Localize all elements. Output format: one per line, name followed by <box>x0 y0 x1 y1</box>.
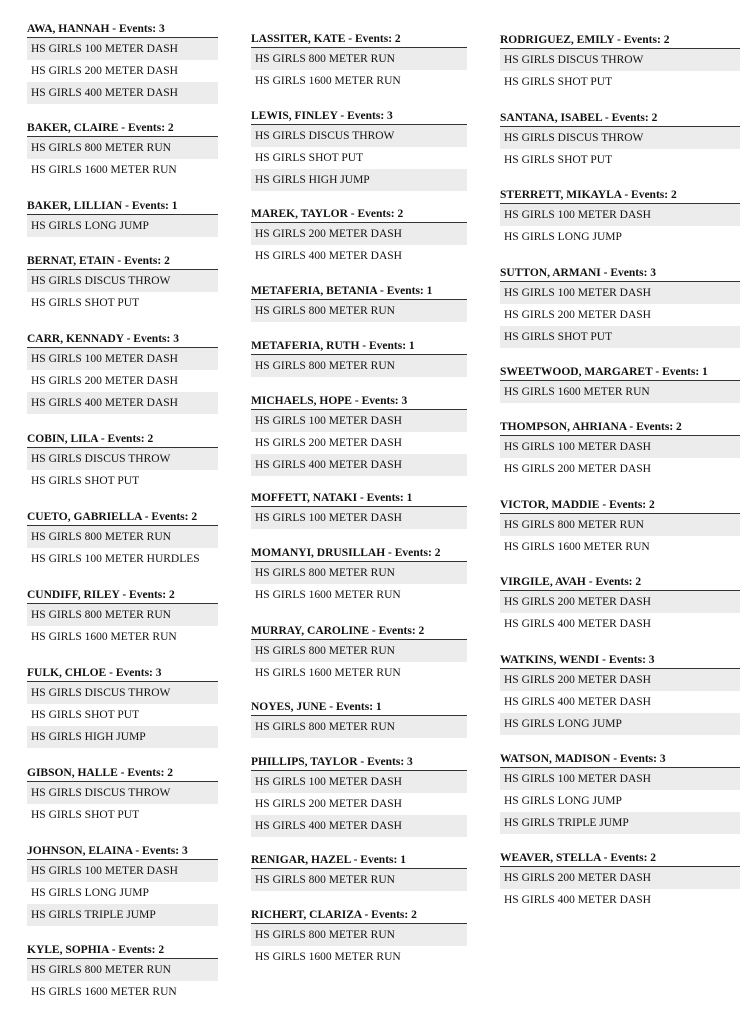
athlete-block <box>500 752 740 834</box>
athlete-block <box>27 332 218 414</box>
event-row: HS GIRLS LONG JUMP <box>504 795 622 807</box>
header-separator: - <box>626 421 637 433</box>
athlete-header <box>27 199 218 215</box>
header-separator: - <box>141 511 152 523</box>
event-list <box>500 282 740 348</box>
event-list <box>251 355 467 377</box>
event-list <box>500 867 740 911</box>
event-row: HS GIRLS 800 METER RUN <box>27 959 218 981</box>
athlete-header <box>500 420 740 436</box>
event-count: Events: 2 <box>636 421 682 433</box>
athlete-header <box>251 908 467 924</box>
event-list <box>500 127 740 171</box>
event-count: Events: 3 <box>142 845 188 857</box>
event-count: Events: 3 <box>133 333 179 345</box>
athlete-name: VIRGILE, AVAH <box>500 576 586 588</box>
event-row: HS GIRLS 100 METER DASH <box>251 507 467 529</box>
athlete-name: VICTOR, MADDIE <box>500 499 600 511</box>
athlete-block <box>500 111 740 171</box>
event-row: HS GIRLS 1600 METER RUN <box>255 75 401 87</box>
athlete-block <box>27 22 218 104</box>
event-row: HS GIRLS 800 METER RUN <box>251 300 467 322</box>
header-separator: - <box>652 366 663 378</box>
athlete-header <box>27 432 218 448</box>
athlete-header <box>500 851 740 867</box>
athlete-name: LEWIS, FINLEY <box>251 110 338 122</box>
athlete-header <box>251 284 467 300</box>
header-separator: - <box>357 756 368 768</box>
event-count: Events: 2 <box>118 944 165 956</box>
event-count: Events: 2 <box>394 547 441 559</box>
event-list <box>27 682 218 748</box>
event-count: Events: 2 <box>611 112 658 124</box>
header-separator: - <box>357 492 367 504</box>
event-list <box>27 38 218 104</box>
athlete-header <box>27 22 218 38</box>
header-separator: - <box>614 34 624 46</box>
header-separator: - <box>347 208 358 220</box>
athlete-header <box>251 624 467 640</box>
athlete-block <box>500 653 740 735</box>
event-list <box>27 137 218 181</box>
event-count: Events: 2 <box>127 767 174 779</box>
athlete-name: MAREK, TAYLOR <box>251 208 348 220</box>
event-list <box>251 300 467 322</box>
event-row: HS GIRLS 800 METER RUN <box>251 562 467 584</box>
event-row: HS GIRLS 400 METER DASH <box>504 894 651 906</box>
athlete-block <box>251 491 467 529</box>
event-count: Events: 2 <box>151 511 198 523</box>
header-separator: - <box>345 33 355 45</box>
event-row: HS GIRLS 100 METER DASH <box>500 768 740 790</box>
athlete-header <box>500 365 740 381</box>
athlete-block <box>251 394 467 476</box>
athlete-block <box>251 908 467 968</box>
header-separator: - <box>117 767 128 779</box>
event-count: Events: 3 <box>115 667 162 679</box>
event-row: HS GIRLS 800 METER RUN <box>500 514 740 536</box>
header-separator: - <box>359 340 369 352</box>
athlete-name: STERRETT, MIKAYLA <box>500 189 622 201</box>
event-row: HS GIRLS SHOT PUT <box>500 326 740 348</box>
athlete-block <box>500 33 740 93</box>
event-row: HS GIRLS 400 METER DASH <box>251 454 467 476</box>
athlete-header <box>27 666 218 682</box>
event-list <box>251 562 467 606</box>
event-count: Events: 3 <box>361 395 408 407</box>
event-row: HS GIRLS LONG JUMP <box>27 215 218 237</box>
header-separator: - <box>122 200 132 212</box>
event-row: HS GIRLS 100 METER DASH <box>500 436 740 458</box>
event-count: Events: 1 <box>366 492 413 504</box>
event-list <box>500 204 740 248</box>
header-separator: - <box>369 625 379 637</box>
athlete-header <box>251 755 467 771</box>
athlete-header <box>500 266 740 282</box>
header-separator: - <box>123 333 134 345</box>
event-list <box>500 591 740 635</box>
athlete-name: NOYES, JUNE <box>251 701 327 713</box>
event-row: HS GIRLS 100 METER DASH <box>27 860 218 882</box>
header-separator: - <box>350 854 361 866</box>
event-list <box>500 381 740 403</box>
event-list <box>251 223 467 267</box>
event-row: HS GIRLS 200 METER DASH <box>504 309 651 321</box>
athlete-header <box>251 207 467 223</box>
event-row: HS GIRLS DISCUS THROW <box>27 270 218 292</box>
athlete-name: WEAVER, STELLA <box>500 852 601 864</box>
athlete-header <box>500 653 740 669</box>
event-row: HS GIRLS 200 METER DASH <box>504 463 651 475</box>
event-row: HS GIRLS 400 METER DASH <box>27 392 218 414</box>
athlete-name: RODRIGUEZ, EMILY <box>500 34 615 46</box>
athlete-name: SWEETWOOD, MARGARET <box>500 366 653 378</box>
event-list <box>27 860 218 926</box>
event-list <box>500 514 740 558</box>
event-row: HS GIRLS DISCUS THROW <box>251 125 467 147</box>
athlete-name: BAKER, CLAIRE <box>27 122 119 134</box>
header-separator: - <box>97 433 108 445</box>
event-count: Events: 2 <box>124 255 170 267</box>
event-count: Events: 3 <box>610 267 657 279</box>
event-row: HS GIRLS 100 METER DASH <box>251 771 467 793</box>
athlete-block <box>500 420 740 480</box>
event-row: HS GIRLS 1600 METER RUN <box>500 381 740 403</box>
event-row: HS GIRLS 800 METER RUN <box>251 869 467 891</box>
event-row: HS GIRLS 200 METER DASH <box>500 591 740 613</box>
event-list <box>251 48 467 92</box>
athlete-name: CARR, KENNADY <box>27 333 124 345</box>
event-row: HS GIRLS 200 METER DASH <box>251 223 467 245</box>
athlete-name: LASSITER, KATE <box>251 33 346 45</box>
athlete-block <box>27 510 218 570</box>
event-count: Events: 1 <box>662 366 708 378</box>
event-row: HS GIRLS 400 METER DASH <box>504 696 651 708</box>
athlete-name: PHILLIPS, TAYLOR <box>251 756 358 768</box>
athlete-block <box>251 853 467 891</box>
event-count: Events: 1 <box>360 854 406 866</box>
event-row: HS GIRLS SHOT PUT <box>31 475 140 487</box>
athlete-block <box>500 188 740 248</box>
event-list <box>500 768 740 834</box>
athlete-name: METAFERIA, RUTH <box>251 340 360 352</box>
event-list <box>251 640 467 684</box>
event-row: HS GIRLS LONG JUMP <box>31 887 149 899</box>
athlete-name: GIBSON, HALLE <box>27 767 118 779</box>
athlete-header <box>27 510 218 526</box>
event-list <box>27 348 218 414</box>
event-count: Events: 2 <box>623 34 670 46</box>
athlete-block <box>251 284 467 322</box>
athlete-name: RICHERT, CLARIZA <box>251 909 362 921</box>
athlete-name: MICHAELS, HOPE <box>251 395 352 407</box>
athlete-block <box>251 624 467 684</box>
event-count: Events: 2 <box>609 499 655 511</box>
event-row: HS GIRLS SHOT PUT <box>31 709 140 721</box>
event-row: HS GIRLS 800 METER RUN <box>27 137 218 159</box>
athlete-header <box>27 332 218 348</box>
event-row: HS GIRLS 800 METER RUN <box>251 924 467 946</box>
event-list <box>27 604 218 648</box>
event-list <box>251 125 467 191</box>
athlete-header <box>251 339 467 355</box>
athlete-header <box>500 752 740 768</box>
event-count: Events: 3 <box>619 753 666 765</box>
event-row: HS GIRLS 200 METER DASH <box>31 65 178 77</box>
event-row: HS GIRLS 100 METER DASH <box>500 282 740 304</box>
event-row: HS GIRLS SHOT PUT <box>504 76 613 88</box>
athlete-block <box>251 755 467 837</box>
event-list <box>500 49 740 93</box>
event-list <box>27 448 218 492</box>
event-row: HS GIRLS 200 METER DASH <box>255 798 402 810</box>
athlete-block <box>27 844 218 926</box>
athlete-name: RENIGAR, HAZEL <box>251 854 351 866</box>
athlete-name: METAFERIA, BETANIA <box>251 285 378 297</box>
event-row: HS GIRLS HIGH JUMP <box>27 726 218 748</box>
header-separator: - <box>361 909 372 921</box>
athlete-block <box>500 365 740 403</box>
event-list <box>27 959 218 1003</box>
event-count: Events: 1 <box>131 200 178 212</box>
event-row: HS GIRLS 800 METER RUN <box>27 526 218 548</box>
athlete-name: SUTTON, ARMANI <box>500 267 601 279</box>
athlete-block <box>251 109 467 191</box>
event-row: HS GIRLS DISCUS THROW <box>27 448 218 470</box>
athlete-header <box>251 853 467 869</box>
athlete-name: COBIN, LILA <box>27 433 98 445</box>
athlete-header <box>500 575 740 591</box>
athlete-block <box>251 700 467 738</box>
event-count: Events: 2 <box>610 852 657 864</box>
athlete-name: SANTANA, ISABEL <box>500 112 603 124</box>
event-count: Events: 2 <box>354 33 401 45</box>
athlete-block <box>251 32 467 92</box>
athlete-block <box>27 432 218 492</box>
event-list <box>251 716 467 738</box>
event-row: HS GIRLS 800 METER RUN <box>251 48 467 70</box>
event-row: HS GIRLS DISCUS THROW <box>500 127 740 149</box>
athlete-name: AWA, HANNAH <box>27 23 110 35</box>
event-row: HS GIRLS 1600 METER RUN <box>31 986 177 998</box>
event-list <box>500 436 740 480</box>
athlete-name: MOFFETT, NATAKI <box>251 492 358 504</box>
event-row: HS GIRLS 100 METER DASH <box>27 348 218 370</box>
event-row: HS GIRLS 100 METER HURDLES <box>31 553 200 565</box>
event-row: HS GIRLS TRIPLE JUMP <box>27 904 218 926</box>
header-separator: - <box>600 852 611 864</box>
header-separator: - <box>106 667 116 679</box>
athlete-block <box>251 207 467 267</box>
event-row: HS GIRLS 400 METER DASH <box>255 250 402 262</box>
event-list <box>251 507 467 529</box>
athlete-block <box>251 339 467 377</box>
event-row: HS GIRLS LONG JUMP <box>504 231 622 243</box>
event-row: HS GIRLS 800 METER RUN <box>251 640 467 662</box>
header-separator: - <box>132 845 143 857</box>
athlete-block <box>27 254 218 314</box>
event-row: HS GIRLS 400 METER DASH <box>504 618 651 630</box>
event-row: HS GIRLS 100 METER DASH <box>27 38 218 60</box>
event-count: Events: 3 <box>347 110 393 122</box>
event-row: HS GIRLS 1600 METER RUN <box>255 667 401 679</box>
header-separator: - <box>385 547 395 559</box>
event-count: Events: 3 <box>367 756 413 768</box>
athlete-block <box>27 943 218 1003</box>
event-list <box>251 869 467 891</box>
header-separator: - <box>119 589 130 601</box>
event-list <box>27 782 218 826</box>
event-count: Events: 2 <box>357 208 404 220</box>
athlete-block <box>27 121 218 181</box>
athlete-header <box>251 394 467 410</box>
athlete-block <box>500 575 740 635</box>
event-row: HS GIRLS 200 METER DASH <box>255 437 402 449</box>
event-count: Events: 2 <box>371 909 417 921</box>
athlete-block <box>500 851 740 911</box>
event-list <box>251 924 467 968</box>
athlete-name: MOMANYI, DRUSILLAH <box>251 547 386 559</box>
athlete-block <box>27 588 218 648</box>
header-separator: - <box>351 395 362 407</box>
event-row: HS GIRLS 1600 METER RUN <box>31 164 177 176</box>
event-row: HS GIRLS 100 METER DASH <box>500 204 740 226</box>
event-count: Events: 2 <box>127 122 174 134</box>
event-list <box>251 410 467 476</box>
header-separator: - <box>599 654 609 666</box>
event-row: HS GIRLS 200 METER DASH <box>500 867 740 889</box>
header-separator: - <box>621 189 632 201</box>
event-count: Events: 2 <box>595 576 642 588</box>
athlete-header <box>27 254 218 270</box>
event-row: HS GIRLS DISCUS THROW <box>27 682 218 704</box>
event-count: Events: 3 <box>608 654 655 666</box>
event-count: Events: 2 <box>129 589 175 601</box>
athlete-header <box>27 943 218 959</box>
event-row: HS GIRLS DISCUS THROW <box>27 782 218 804</box>
header-separator: - <box>114 255 125 267</box>
event-row: HS GIRLS 400 METER DASH <box>251 815 467 837</box>
event-count: Events: 1 <box>336 701 382 713</box>
event-row: HS GIRLS SHOT PUT <box>504 154 613 166</box>
athlete-header <box>27 121 218 137</box>
athlete-header <box>500 498 740 514</box>
header-separator: - <box>326 701 336 713</box>
athlete-header <box>27 766 218 782</box>
header-separator: - <box>108 944 119 956</box>
header-separator: - <box>599 499 610 511</box>
athlete-block <box>500 266 740 348</box>
event-list <box>27 526 218 570</box>
athlete-name: BAKER, LILLIAN <box>27 200 123 212</box>
athlete-name: CUETO, GABRIELLA <box>27 511 142 523</box>
athlete-header <box>251 491 467 507</box>
event-row: HS GIRLS DISCUS THROW <box>500 49 740 71</box>
header-separator: - <box>109 23 120 35</box>
event-count: Events: 2 <box>107 433 154 445</box>
event-count: Events: 1 <box>386 285 433 297</box>
event-row: HS GIRLS LONG JUMP <box>500 713 740 735</box>
event-row: HS GIRLS 1600 METER RUN <box>31 631 177 643</box>
athlete-name: MURRAY, CAROLINE <box>251 625 369 637</box>
event-row: HS GIRLS SHOT PUT <box>255 152 364 164</box>
athlete-header <box>251 546 467 562</box>
athlete-name: BERNAT, ETAIN <box>27 255 115 267</box>
header-separator: - <box>600 267 611 279</box>
event-list <box>27 215 218 237</box>
athlete-name: KYLE, SOPHIA <box>27 944 109 956</box>
athlete-block <box>27 199 218 237</box>
header-separator: - <box>602 112 612 124</box>
athlete-header <box>27 588 218 604</box>
event-row: HS GIRLS 1600 METER RUN <box>504 541 650 553</box>
event-count: Events: 3 <box>119 23 165 35</box>
event-list <box>500 669 740 735</box>
athlete-header <box>27 844 218 860</box>
athlete-name: CUNDIFF, RILEY <box>27 589 120 601</box>
header-separator: - <box>610 753 620 765</box>
event-row: HS GIRLS 800 METER RUN <box>251 716 467 738</box>
event-row: HS GIRLS TRIPLE JUMP <box>500 812 740 834</box>
event-row: HS GIRLS 1600 METER RUN <box>255 951 401 963</box>
event-row: HS GIRLS 1600 METER RUN <box>255 589 401 601</box>
athlete-name: WATSON, MADISON <box>500 753 611 765</box>
event-row: HS GIRLS SHOT PUT <box>31 809 140 821</box>
athlete-header <box>500 33 740 49</box>
athlete-name: JOHNSON, ELAINA <box>27 845 133 857</box>
header-separator: - <box>585 576 596 588</box>
event-list <box>251 771 467 837</box>
athlete-block <box>500 498 740 558</box>
event-count: Events: 2 <box>378 625 425 637</box>
event-row: HS GIRLS 400 METER DASH <box>27 82 218 104</box>
athlete-header <box>251 109 467 125</box>
event-list <box>27 270 218 314</box>
athlete-block <box>27 766 218 826</box>
athlete-name: THOMPSON, AHRIANA <box>500 421 627 433</box>
header-separator: - <box>118 122 128 134</box>
event-row: HS GIRLS 100 METER DASH <box>251 410 467 432</box>
event-row: HS GIRLS 200 METER DASH <box>500 669 740 691</box>
event-row: HS GIRLS SHOT PUT <box>31 297 140 309</box>
athlete-block <box>251 546 467 606</box>
event-row: HS GIRLS HIGH JUMP <box>251 169 467 191</box>
event-count: Events: 1 <box>369 340 415 352</box>
header-separator: - <box>337 110 348 122</box>
athlete-header <box>500 188 740 204</box>
athlete-name: FULK, CHLOE <box>27 667 107 679</box>
athlete-header <box>251 700 467 716</box>
athlete-block <box>27 666 218 748</box>
event-row: HS GIRLS 800 METER RUN <box>27 604 218 626</box>
header-separator: - <box>377 285 387 297</box>
event-row: HS GIRLS 800 METER RUN <box>251 355 467 377</box>
event-count: Events: 2 <box>631 189 677 201</box>
athlete-header <box>500 111 740 127</box>
athlete-header <box>251 32 467 48</box>
athlete-name: WATKINS, WENDI <box>500 654 600 666</box>
event-row: HS GIRLS 200 METER DASH <box>31 375 178 387</box>
